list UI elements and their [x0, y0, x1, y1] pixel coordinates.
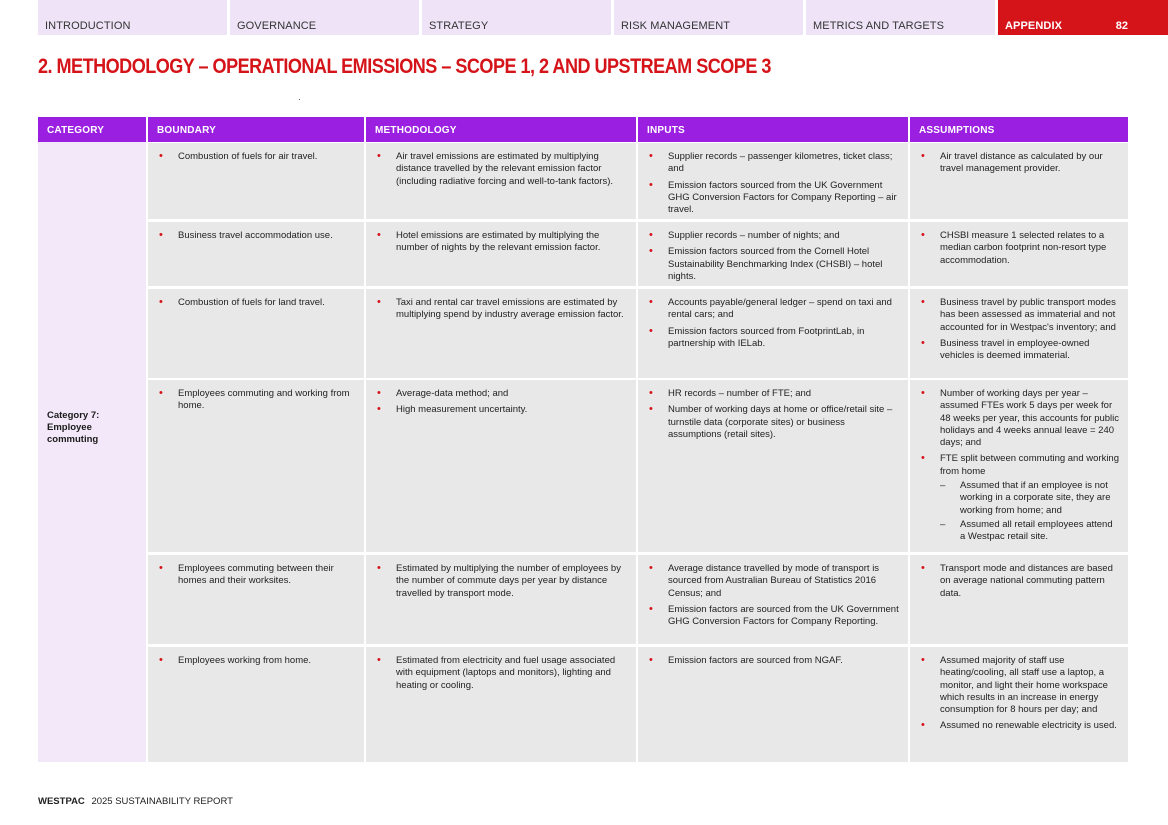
- bullet-item: • Supplier records – number of nights; and: [648, 230, 900, 242]
- table-header-row: [38, 117, 1128, 142]
- header-inputs: INPUTS: [638, 117, 908, 142]
- bullet-item: • Business travel accommodation use.: [158, 230, 356, 242]
- bullet-item: • Combustion of fuels for land travel.: [158, 297, 356, 309]
- inputs-cell: [638, 647, 908, 762]
- assumptions-cell: [910, 647, 1128, 762]
- bullet-item: • Emission factors are sourced from the UK Government GHG Conversion Factors for Company Reporting.: [648, 604, 900, 629]
- bullet-item: • Transport mode and distances are based on average national commuting pattern data.: [920, 563, 1120, 600]
- bullet-item: • FTE split between commuting and working from home: [920, 453, 1120, 478]
- table-row: [148, 222, 1128, 286]
- bullet-item: • Supplier records – passenger kilometres, ticket class; and: [648, 151, 900, 176]
- boundary-cell: [148, 222, 364, 286]
- methodology-cell: [366, 289, 636, 378]
- table-row: [148, 289, 1128, 378]
- header-assumptions: ASSUMPTIONS: [910, 117, 1128, 142]
- bullet-item: • Air travel distance as calculated by our travel management provider.: [920, 151, 1120, 176]
- boundary-cell: [148, 289, 364, 378]
- footer-brand: WESTPAC: [38, 796, 85, 807]
- bullet-item: • Average distance travelled by mode of transport is sourced from Australian Bureau of Statistics 2016 Census; and: [648, 563, 900, 600]
- nav-tab-label: METRICS AND TARGETS: [813, 20, 945, 32]
- nav-tab-label: STRATEGY: [429, 20, 489, 32]
- methodology-cell: [366, 380, 636, 552]
- boundary-cell: [148, 647, 364, 762]
- assumptions-cell: [910, 380, 1128, 552]
- assumptions-cell: [910, 555, 1128, 644]
- bullet-item: • High measurement uncertainty.: [376, 404, 628, 416]
- bullet-item: • Assumed no renewable electricity is used.: [920, 720, 1120, 732]
- boundary-cell: [148, 143, 364, 219]
- bullet-item: • Emission factors sourced from the UK Government GHG Conversion Factors for Company Reporting – air travel.: [648, 180, 900, 217]
- footer-report-title: 2025 SUSTAINABILITY REPORT: [91, 796, 233, 807]
- page-title: 2. METHODOLOGY – OPERATIONAL EMISSIONS – SCOPE 1, 2 AND UPSTREAM SCOPE 3: [38, 55, 771, 78]
- decorative-dot: [299, 99, 300, 100]
- nav-tab-introduction[interactable]: [38, 0, 227, 35]
- table-row: [148, 380, 1128, 552]
- bullet-item: • Combustion of fuels for air travel.: [158, 151, 356, 163]
- assumptions-cell: [910, 289, 1128, 378]
- bullet-item: • Emission factors sourced from FootprintLab, in partnership with IELab.: [648, 326, 900, 351]
- bullet-item: • HR records – number of FTE; and: [648, 388, 900, 400]
- inputs-cell: [638, 222, 908, 286]
- nav-tab-label: RISK MANAGEMENT: [621, 20, 731, 32]
- nav-tab-risk-management[interactable]: [614, 0, 803, 35]
- bullet-item: • Assumed majority of staff use heating/cooling, all staff use a laptop, a monitor, and light their home workspace which results in an increase in energy consumption for 8 hours per day; and: [920, 655, 1120, 716]
- bullet-item: • Air travel emissions are estimated by multiplying distance travelled by the relevant emission factor (including radiative forcing and well-to-tank factors).: [376, 151, 628, 188]
- inputs-cell: [638, 289, 908, 378]
- sub-bullet-item: – Assumed all retail employees attend a Westpac retail site.: [920, 519, 1120, 544]
- bullet-item: • Number of working days per year – assumed FTEs work 5 days per week for 48 weeks per year, this accounts for public holidays and 4 weeks annual leave = 240 days; and: [920, 388, 1120, 449]
- nav-tab-label: GOVERNANCE: [237, 20, 317, 32]
- bullet-item: • Employees commuting and working from home.: [158, 388, 356, 413]
- bullet-item: • Taxi and rental car travel emissions are estimated by multiplying spend by industry average emission factor.: [376, 297, 628, 322]
- bullet-item: • Business travel by public transport modes has been assessed as immaterial and not accounted for in Westpac's inventory; and: [920, 297, 1120, 334]
- page-footer: [38, 796, 233, 807]
- header-methodology: METHODOLOGY: [366, 117, 636, 142]
- bullet-item: • Estimated from electricity and fuel usage associated with equipment (laptops and monitors), lighting and heating or cooling.: [376, 655, 628, 692]
- nav-tab-metrics-and-targets[interactable]: [806, 0, 995, 35]
- bullet-item: • Accounts payable/general ledger – spend on taxi and rental cars; and: [648, 297, 900, 322]
- table-row: [148, 555, 1128, 644]
- category-label: Category 7: Employee commuting: [47, 410, 100, 445]
- inputs-cell: [638, 143, 908, 219]
- nav-tab-strategy[interactable]: [422, 0, 611, 35]
- methodology-table: [38, 117, 1128, 762]
- table-row: [148, 647, 1128, 762]
- category-column: [38, 142, 146, 762]
- page-number: 82: [1115, 20, 1128, 32]
- bullet-item: • Emission factors sourced from the Cornell Hotel Sustainability Benchmarking Index (CHSBI) – hotel nights.: [648, 246, 900, 283]
- nav-tab-governance[interactable]: [230, 0, 419, 35]
- header-boundary: BOUNDARY: [148, 117, 364, 142]
- boundary-cell: [148, 380, 364, 552]
- table-row: [148, 143, 1128, 219]
- header-category: CATEGORY: [38, 117, 146, 142]
- bullet-item: • Hotel emissions are estimated by multiplying the number of nights by the relevant emission factor.: [376, 230, 628, 255]
- bullet-item: • Employees working from home.: [158, 655, 356, 667]
- methodology-cell: [366, 222, 636, 286]
- inputs-cell: [638, 555, 908, 644]
- nav-tab-label: INTRODUCTION: [45, 20, 131, 32]
- methodology-cell: [366, 143, 636, 219]
- nav-tab-label: APPENDIX: [1005, 20, 1063, 32]
- methodology-cell: [366, 555, 636, 644]
- inputs-cell: [638, 380, 908, 552]
- bullet-item: • Business travel in employee-owned vehicles is deemed immaterial.: [920, 338, 1120, 363]
- table-body: [38, 142, 1128, 762]
- assumptions-cell: [910, 143, 1128, 219]
- bullet-item: • Average-data method; and: [376, 388, 628, 400]
- methodology-cell: [366, 647, 636, 762]
- boundary-cell: [148, 555, 364, 644]
- bullet-item: • Employees commuting between their homes and their worksites.: [158, 563, 356, 588]
- bullet-item: • CHSBI measure 1 selected relates to a median carbon footprint non-resort type accommodation.: [920, 230, 1120, 267]
- top-nav: [38, 0, 1168, 35]
- nav-tab-appendix[interactable]: [998, 0, 1168, 35]
- sub-bullet-item: – Assumed that if an employee is not working in a corporate site, they are working from home; and: [920, 480, 1120, 517]
- bullet-item: • Estimated by multiplying the number of employees by the number of commute days per year by distance travelled by transport mode.: [376, 563, 628, 600]
- assumptions-cell: [910, 222, 1128, 286]
- bullet-item: • Number of working days at home or office/retail site – turnstile data (corporate sites) or business assumptions (retail sites).: [648, 404, 900, 441]
- bullet-item: • Emission factors are sourced from NGAF.: [648, 655, 900, 667]
